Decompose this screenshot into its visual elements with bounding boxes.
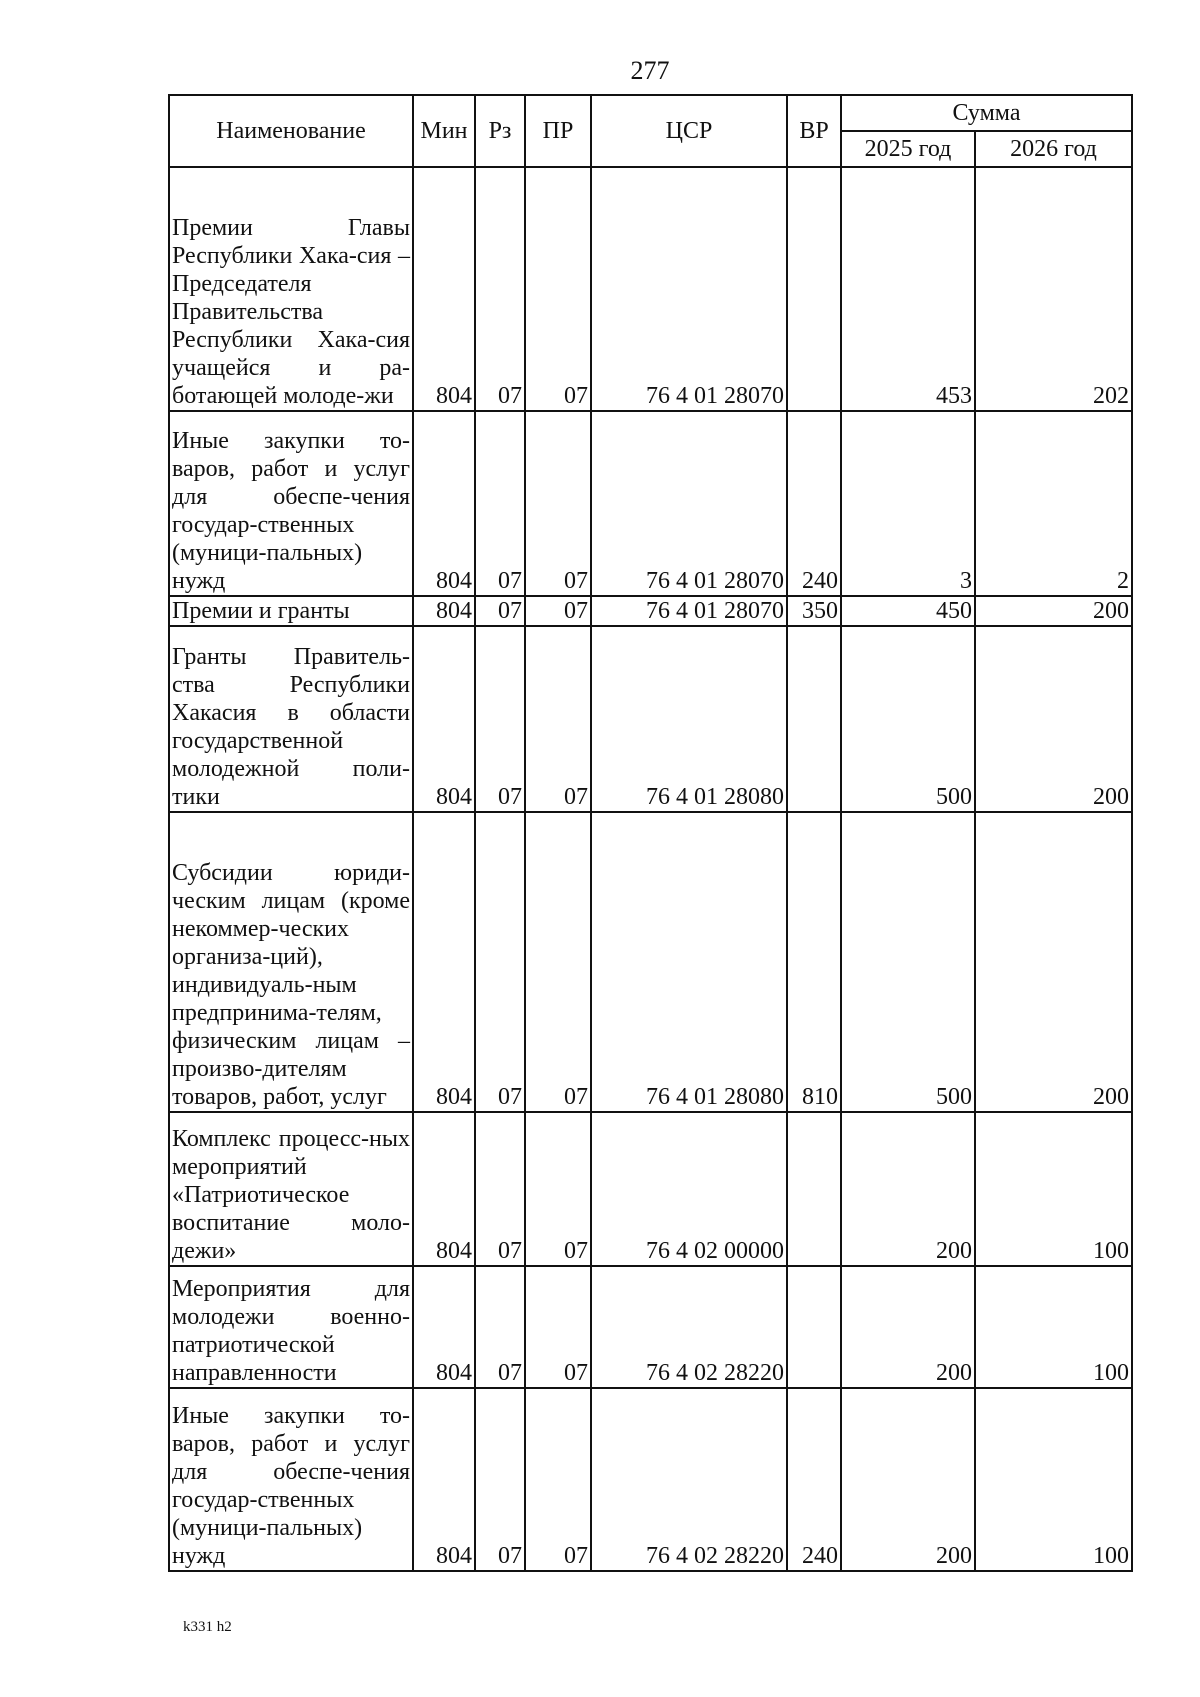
table-row [169, 1388, 1132, 1571]
row-2025: 500 [841, 812, 975, 1112]
row-name: Премии Главы Республики Хака-сия – Председателя Правительства Республики Хака-сия учащейся и ра-ботающей молоде-жи [169, 167, 413, 411]
header-year-2025: 2025 год [841, 131, 975, 167]
row-pr: 07 [525, 812, 591, 1112]
row-min: 804 [413, 1388, 475, 1571]
row-name: Гранты Правитель-ства Республики Хакасия в области государственной молодежной поли-тики [169, 626, 413, 812]
row-pr: 07 [525, 1112, 591, 1266]
row-2026: 202 [975, 167, 1132, 411]
row-pr: 07 [525, 411, 591, 596]
row-name: Иные закупки то-варов, работ и услуг для обеспе-чения государ-ственных (муници-пальных) нужд [169, 1388, 413, 1571]
row-2025: 200 [841, 1266, 975, 1388]
row-rz: 07 [475, 411, 525, 596]
header-rz: Рз [475, 95, 525, 167]
row-rz: 07 [475, 626, 525, 812]
header-row-1 [169, 95, 1132, 131]
header-vr: ВР [787, 95, 841, 167]
row-vr: 240 [787, 411, 841, 596]
header-sum: Сумма [841, 95, 1132, 131]
row-name: Премии и гранты [169, 596, 413, 626]
table-row [169, 1266, 1132, 1388]
row-pr: 07 [525, 1388, 591, 1571]
page-number: 277 [630, 56, 670, 85]
row-2025: 200 [841, 1112, 975, 1266]
row-pr: 07 [525, 596, 591, 626]
row-rz: 07 [475, 596, 525, 626]
row-csr: 76 4 01 28070 [591, 596, 787, 626]
row-rz: 07 [475, 812, 525, 1112]
header-min: Мин [413, 95, 475, 167]
row-rz: 07 [475, 1266, 525, 1388]
table-row [169, 411, 1132, 596]
budget-table [168, 94, 1133, 1572]
table-header [169, 95, 1132, 167]
row-vr [787, 1112, 841, 1266]
row-min: 804 [413, 1266, 475, 1388]
row-pr: 07 [525, 1266, 591, 1388]
row-2025: 500 [841, 626, 975, 812]
row-2026: 200 [975, 596, 1132, 626]
row-csr: 76 4 02 00000 [591, 1112, 787, 1266]
row-csr: 76 4 01 28070 [591, 411, 787, 596]
row-name: Комплекс процесс-ных мероприятий «Патриотическое воспитание моло-дежи» [169, 1112, 413, 1266]
row-vr: 240 [787, 1388, 841, 1571]
row-vr [787, 1266, 841, 1388]
row-2026: 100 [975, 1266, 1132, 1388]
row-2026: 100 [975, 1112, 1132, 1266]
table-row [169, 812, 1132, 1112]
header-name: Наименование [169, 95, 413, 167]
row-name: Иные закупки то-варов, работ и услуг для обеспе-чения государ-ственных (муници-пальных) нужд [169, 411, 413, 596]
row-csr: 76 4 02 28220 [591, 1388, 787, 1571]
row-name: Субсидии юриди-ческим лицам (кроме некоммер-ческих организа-ций), индивидуаль-ным предпринима-телям, физическим лицам – произво-дителям товаров, работ, услуг [169, 812, 413, 1112]
row-2026: 200 [975, 626, 1132, 812]
row-name: Мероприятия для молодежи военно-патриотической направленности [169, 1266, 413, 1388]
row-rz: 07 [475, 1388, 525, 1571]
row-2025: 453 [841, 167, 975, 411]
row-2025: 200 [841, 1388, 975, 1571]
row-min: 804 [413, 626, 475, 812]
footer-code: k331 h2 [183, 1619, 232, 1635]
row-csr: 76 4 01 28080 [591, 626, 787, 812]
row-vr: 350 [787, 596, 841, 626]
row-2025: 450 [841, 596, 975, 626]
row-csr: 76 4 01 28080 [591, 812, 787, 1112]
table-row [169, 596, 1132, 626]
row-csr: 76 4 02 28220 [591, 1266, 787, 1388]
table-row [169, 1112, 1132, 1266]
row-rz: 07 [475, 1112, 525, 1266]
header-csr: ЦСР [591, 95, 787, 167]
row-pr: 07 [525, 626, 591, 812]
header-year-2026: 2026 год [975, 131, 1132, 167]
row-vr [787, 167, 841, 411]
row-rz: 07 [475, 167, 525, 411]
table-row [169, 626, 1132, 812]
header-pr: ПР [525, 95, 591, 167]
row-2026: 100 [975, 1388, 1132, 1571]
row-min: 804 [413, 411, 475, 596]
table-row [169, 167, 1132, 411]
row-pr: 07 [525, 167, 591, 411]
row-2026: 2 [975, 411, 1132, 596]
row-2026: 200 [975, 812, 1132, 1112]
row-2025: 3 [841, 411, 975, 596]
row-min: 804 [413, 812, 475, 1112]
row-min: 804 [413, 1112, 475, 1266]
row-vr: 810 [787, 812, 841, 1112]
row-min: 804 [413, 167, 475, 411]
table-body [169, 167, 1132, 1571]
row-csr: 76 4 01 28070 [591, 167, 787, 411]
row-vr [787, 626, 841, 812]
row-min: 804 [413, 596, 475, 626]
